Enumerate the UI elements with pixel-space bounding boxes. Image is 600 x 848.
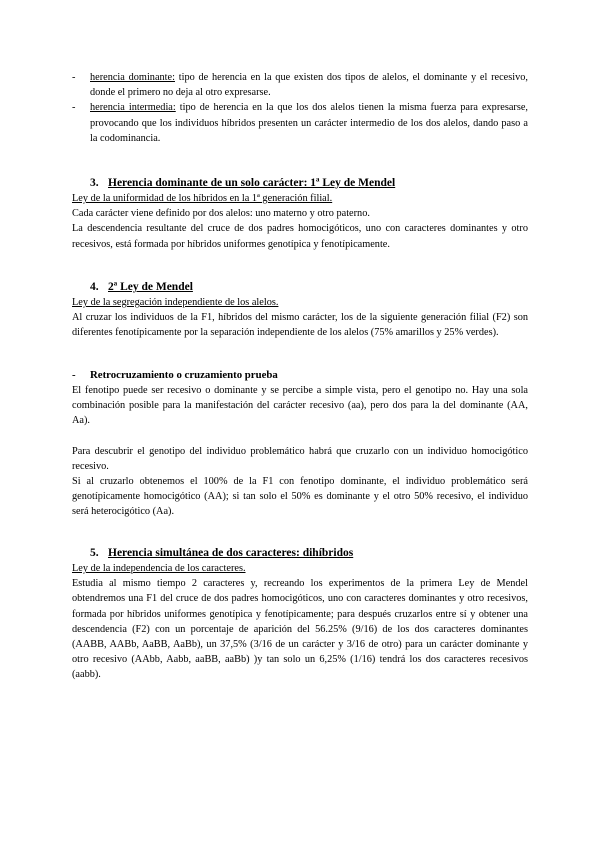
section-4-heading — [72, 279, 528, 295]
retrocruzamiento-section — [72, 367, 528, 520]
definition-text: tipo de herencia en la que existen dos tipos de alelos, el dominante y el recesivo, donde el primero no deja al otro expresarse. — [90, 72, 528, 99]
term-herencia-dominante: herencia dominante: — [90, 72, 175, 83]
section-number: 4. — [90, 281, 99, 293]
section-5-heading — [72, 545, 528, 561]
section-title: Herencia simultánea de dos caracteres: dihíbridos — [108, 547, 354, 559]
definition-text: tipo de herencia en la que los dos alelos tienen la misma fuerza para expresarse, provocando que los individuos híbridos presenten un carácter intermedio de los dos alelos, dando paso a la codominancia. — [90, 102, 528, 144]
section-number: 5. — [90, 547, 99, 559]
section-5 — [72, 545, 528, 683]
section-3 — [72, 175, 528, 252]
law-name: Ley de la uniformidad de los híbridos en la 1ª generación filial. — [72, 193, 333, 204]
bullet-dash: - — [72, 72, 76, 83]
paragraph: Cada carácter viene definido por dos alelos: uno materno y otro paterno. — [72, 208, 370, 220]
paragraph: Al cruzar los individuos de la F1, híbridos del mismo carácter, los de la siguiente generación filial (F2) son diferentes fenotípicamente por la separación independiente de los alelos (75% amarillos y 25% verdes). — [72, 312, 528, 339]
subsection-heading — [72, 367, 528, 383]
paragraph: Si al cruzarlo obtenemos el 100% de la F1 con fenotipo dominante, el individuo problemático será genotípicamente homocigótico (AA); si tan solo el 50% es dominante y el otro 50% recesivo, el individuo será heterocigótico (Aa). — [72, 476, 528, 518]
paragraph: La descendencia resultante del cruce de dos padres homocigóticos, uno con caracteres dominantes y otro recesivos, está formada por híbridos uniformes genotípica y fenotípicamente. — [72, 223, 528, 250]
law-name: Ley de la independencia de los caracteres. — [72, 563, 246, 574]
list-item — [72, 70, 528, 100]
section-4 — [72, 279, 528, 341]
term-herencia-intermedia: herencia intermedia: — [90, 102, 176, 114]
bullet-dash: - — [72, 369, 76, 381]
paragraph: Estudia al mismo tiempo 2 caracteres y, recreando los experimentos de la primera Ley de Mendel obtendremos una F1 del cruce de dos padres homocigóticos, uno con caracteres dominantes y otro recesivos, formada por híbridos uniformes genotípica y fenotípicamente; para después cruzarlos entre sí y obtener una descendencia (F2) con un porcentaje de aparición del 56.25% (9/16) de los dos caracteres dominantes (AABB, AABb, AaBB, AaBb), un 37,5% (3/16 de un carácter y 3/16 de otro) para un carácter dominante y otro recesivo (AAbb, Aabb, aaBB, aaBb) )y tan solo un 6,25% (1/16) tendrá los dos caracteres recesivos (aabb). — [72, 578, 528, 681]
paragraph: Para descubrir el genotipo del individuo problemático habrá que cruzarlo con un individuo homocigótico recesivo. — [72, 445, 528, 472]
law-name: Ley de la segregación independiente de los alelos. — [72, 297, 279, 308]
list-item — [72, 100, 528, 146]
section-title: Herencia dominante de un solo carácter: 1ª Ley de Mendel — [108, 177, 396, 189]
paragraph: El fenotipo puede ser recesivo o dominante y se percibe a simple vista, pero el genotipo no. Hay una sola combinación posible para la manifestación del carácter recesivo (aa), pero dos para la del dominante (AA, Aa). — [72, 385, 528, 427]
section-number: 3. — [90, 177, 99, 189]
subsection-title: Retrocruzamiento o cruzamiento prueba — [90, 369, 278, 381]
bullet-dash: - — [72, 102, 76, 114]
section-title: 2ª Ley de Mendel — [108, 281, 193, 293]
section-3-heading — [72, 175, 528, 191]
definition-list — [72, 70, 528, 146]
